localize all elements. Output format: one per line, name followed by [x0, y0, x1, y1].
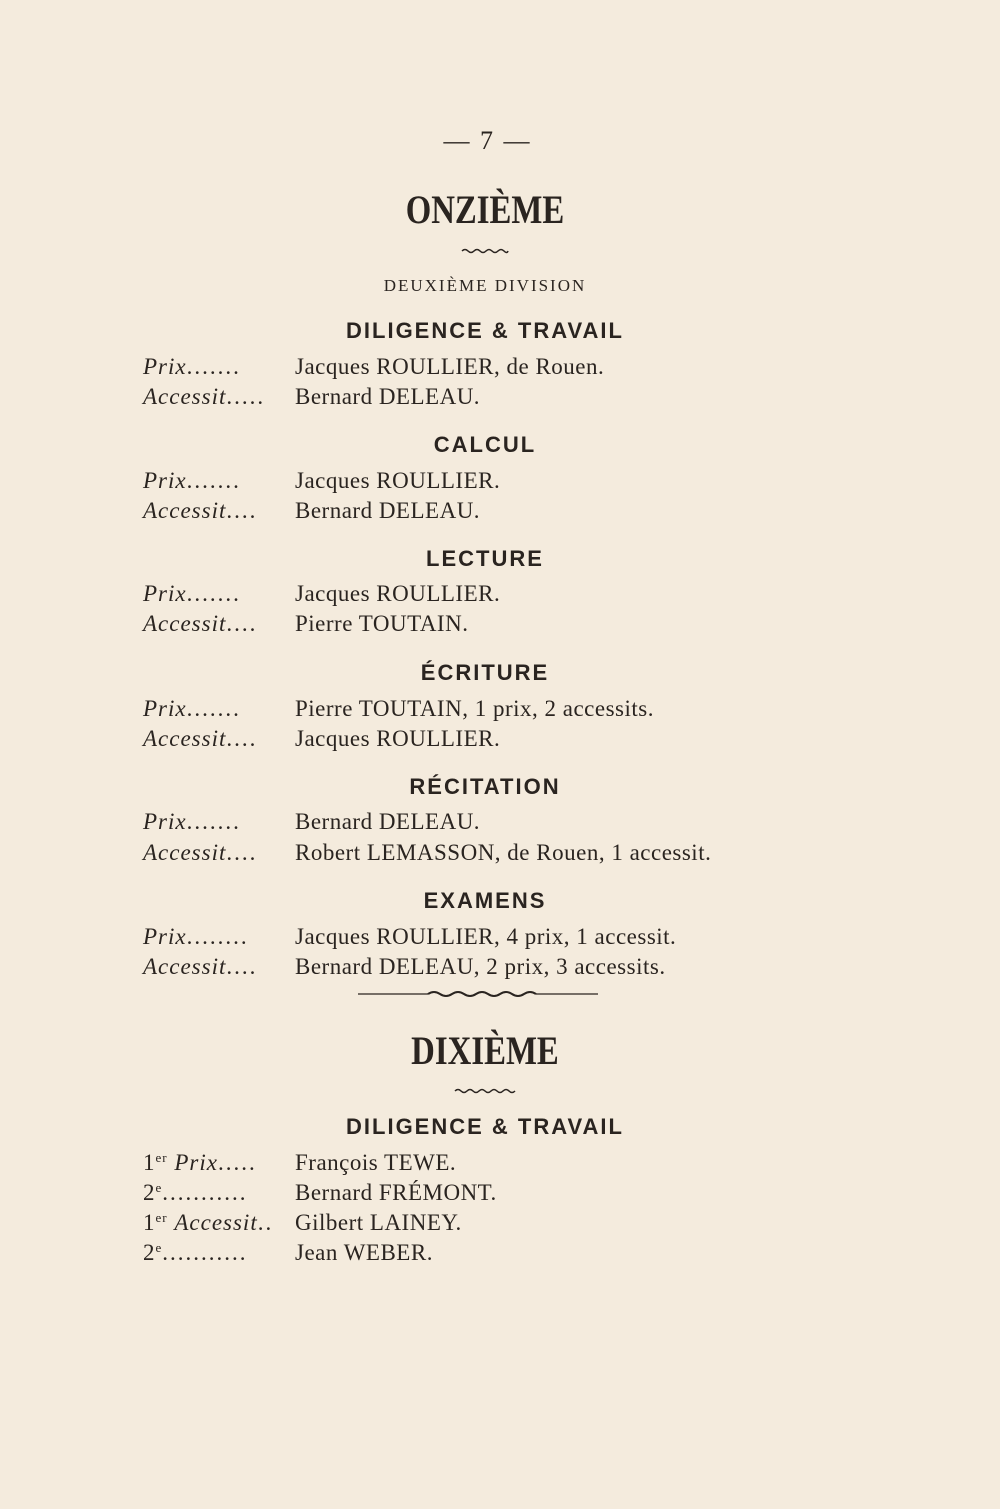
- award-row: [143, 1180, 497, 1210]
- winner-name: Jean WEBER.: [295, 1240, 433, 1265]
- award-label: Prix.......: [143, 468, 241, 493]
- subject-heading: ÉCRITURE: [420, 660, 550, 685]
- class-title-onzieme: ONZIÈME: [405, 187, 565, 232]
- class-title-dixieme: DIXIÈME: [411, 1028, 559, 1073]
- winner-name: Jacques ROULLIER, 4 prix, 1 accessit.: [295, 924, 677, 949]
- award-row: [143, 809, 480, 839]
- award-label: 1er Accessit..: [143, 1210, 274, 1235]
- winner-name: Pierre TOUTAIN, 1 prix, 2 accessits.: [295, 696, 654, 721]
- winner-name: Bernard DELEAU.: [295, 809, 481, 834]
- award-row: [143, 354, 604, 384]
- award-row: [143, 924, 676, 954]
- title-ornament: [0, 1083, 970, 1101]
- award-label: Accessit.....: [143, 384, 266, 409]
- subject-heading: RÉCITATION: [409, 774, 561, 799]
- subject-heading: EXAMENS: [423, 888, 547, 913]
- winner-name: Robert LEMASSON, de Rouen, 1 accessit.: [295, 840, 712, 865]
- award-label: Accessit....: [143, 726, 258, 751]
- winner-name: Bernard FRÉMONT.: [295, 1180, 497, 1205]
- award-label: Accessit....: [143, 611, 258, 636]
- award-row: [143, 611, 468, 641]
- title-ornament: [0, 243, 970, 261]
- award-row: [143, 581, 500, 611]
- award-label: Prix........: [143, 924, 249, 949]
- winner-name: Bernard DELEAU.: [295, 498, 481, 523]
- award-row: [143, 1150, 456, 1180]
- award-row: [143, 498, 480, 528]
- subject-heading: CALCUL: [433, 432, 537, 457]
- award-row: [143, 1210, 462, 1240]
- winner-name: François TEWE.: [295, 1150, 457, 1175]
- winner-name: Pierre TOUTAIN.: [295, 611, 469, 636]
- subject-heading: DILIGENCE & TRAVAIL: [346, 1114, 624, 1139]
- winner-name: Bernard DELEAU, 2 prix, 3 accessits.: [295, 954, 666, 979]
- award-row: [143, 468, 500, 498]
- award-label: Prix.......: [143, 696, 241, 721]
- award-label: Prix.......: [143, 581, 241, 606]
- award-label: 2e...........: [143, 1180, 248, 1205]
- section-divider: [358, 988, 598, 1000]
- winner-name: Jacques ROULLIER.: [295, 726, 501, 751]
- award-label: 1er Prix.....: [143, 1150, 257, 1175]
- award-label: Accessit....: [143, 840, 258, 865]
- winner-name: Jacques ROULLIER.: [295, 468, 501, 493]
- award-label: Accessit....: [143, 498, 258, 523]
- winner-name: Jacques ROULLIER, de Rouen.: [295, 354, 605, 379]
- award-row: [143, 954, 666, 984]
- award-label: Accessit....: [143, 954, 258, 979]
- subject-heading: LECTURE: [426, 546, 544, 571]
- winner-name: Jacques ROULLIER.: [295, 581, 501, 606]
- award-row: [143, 384, 480, 414]
- page-number: — 7 —: [443, 126, 532, 155]
- award-row: [143, 1240, 433, 1270]
- award-label: 2e...........: [143, 1240, 248, 1265]
- winner-name: Bernard DELEAU.: [295, 384, 481, 409]
- award-label: Prix.......: [143, 354, 241, 379]
- award-row: [143, 840, 711, 870]
- award-row: [143, 726, 500, 756]
- winner-name: Gilbert LAINEY.: [295, 1210, 462, 1235]
- award-label: Prix.......: [143, 809, 241, 834]
- subject-heading: DILIGENCE & TRAVAIL: [346, 318, 624, 343]
- award-row: [143, 696, 654, 726]
- division-label: DEUXIÈME DIVISION: [383, 276, 587, 295]
